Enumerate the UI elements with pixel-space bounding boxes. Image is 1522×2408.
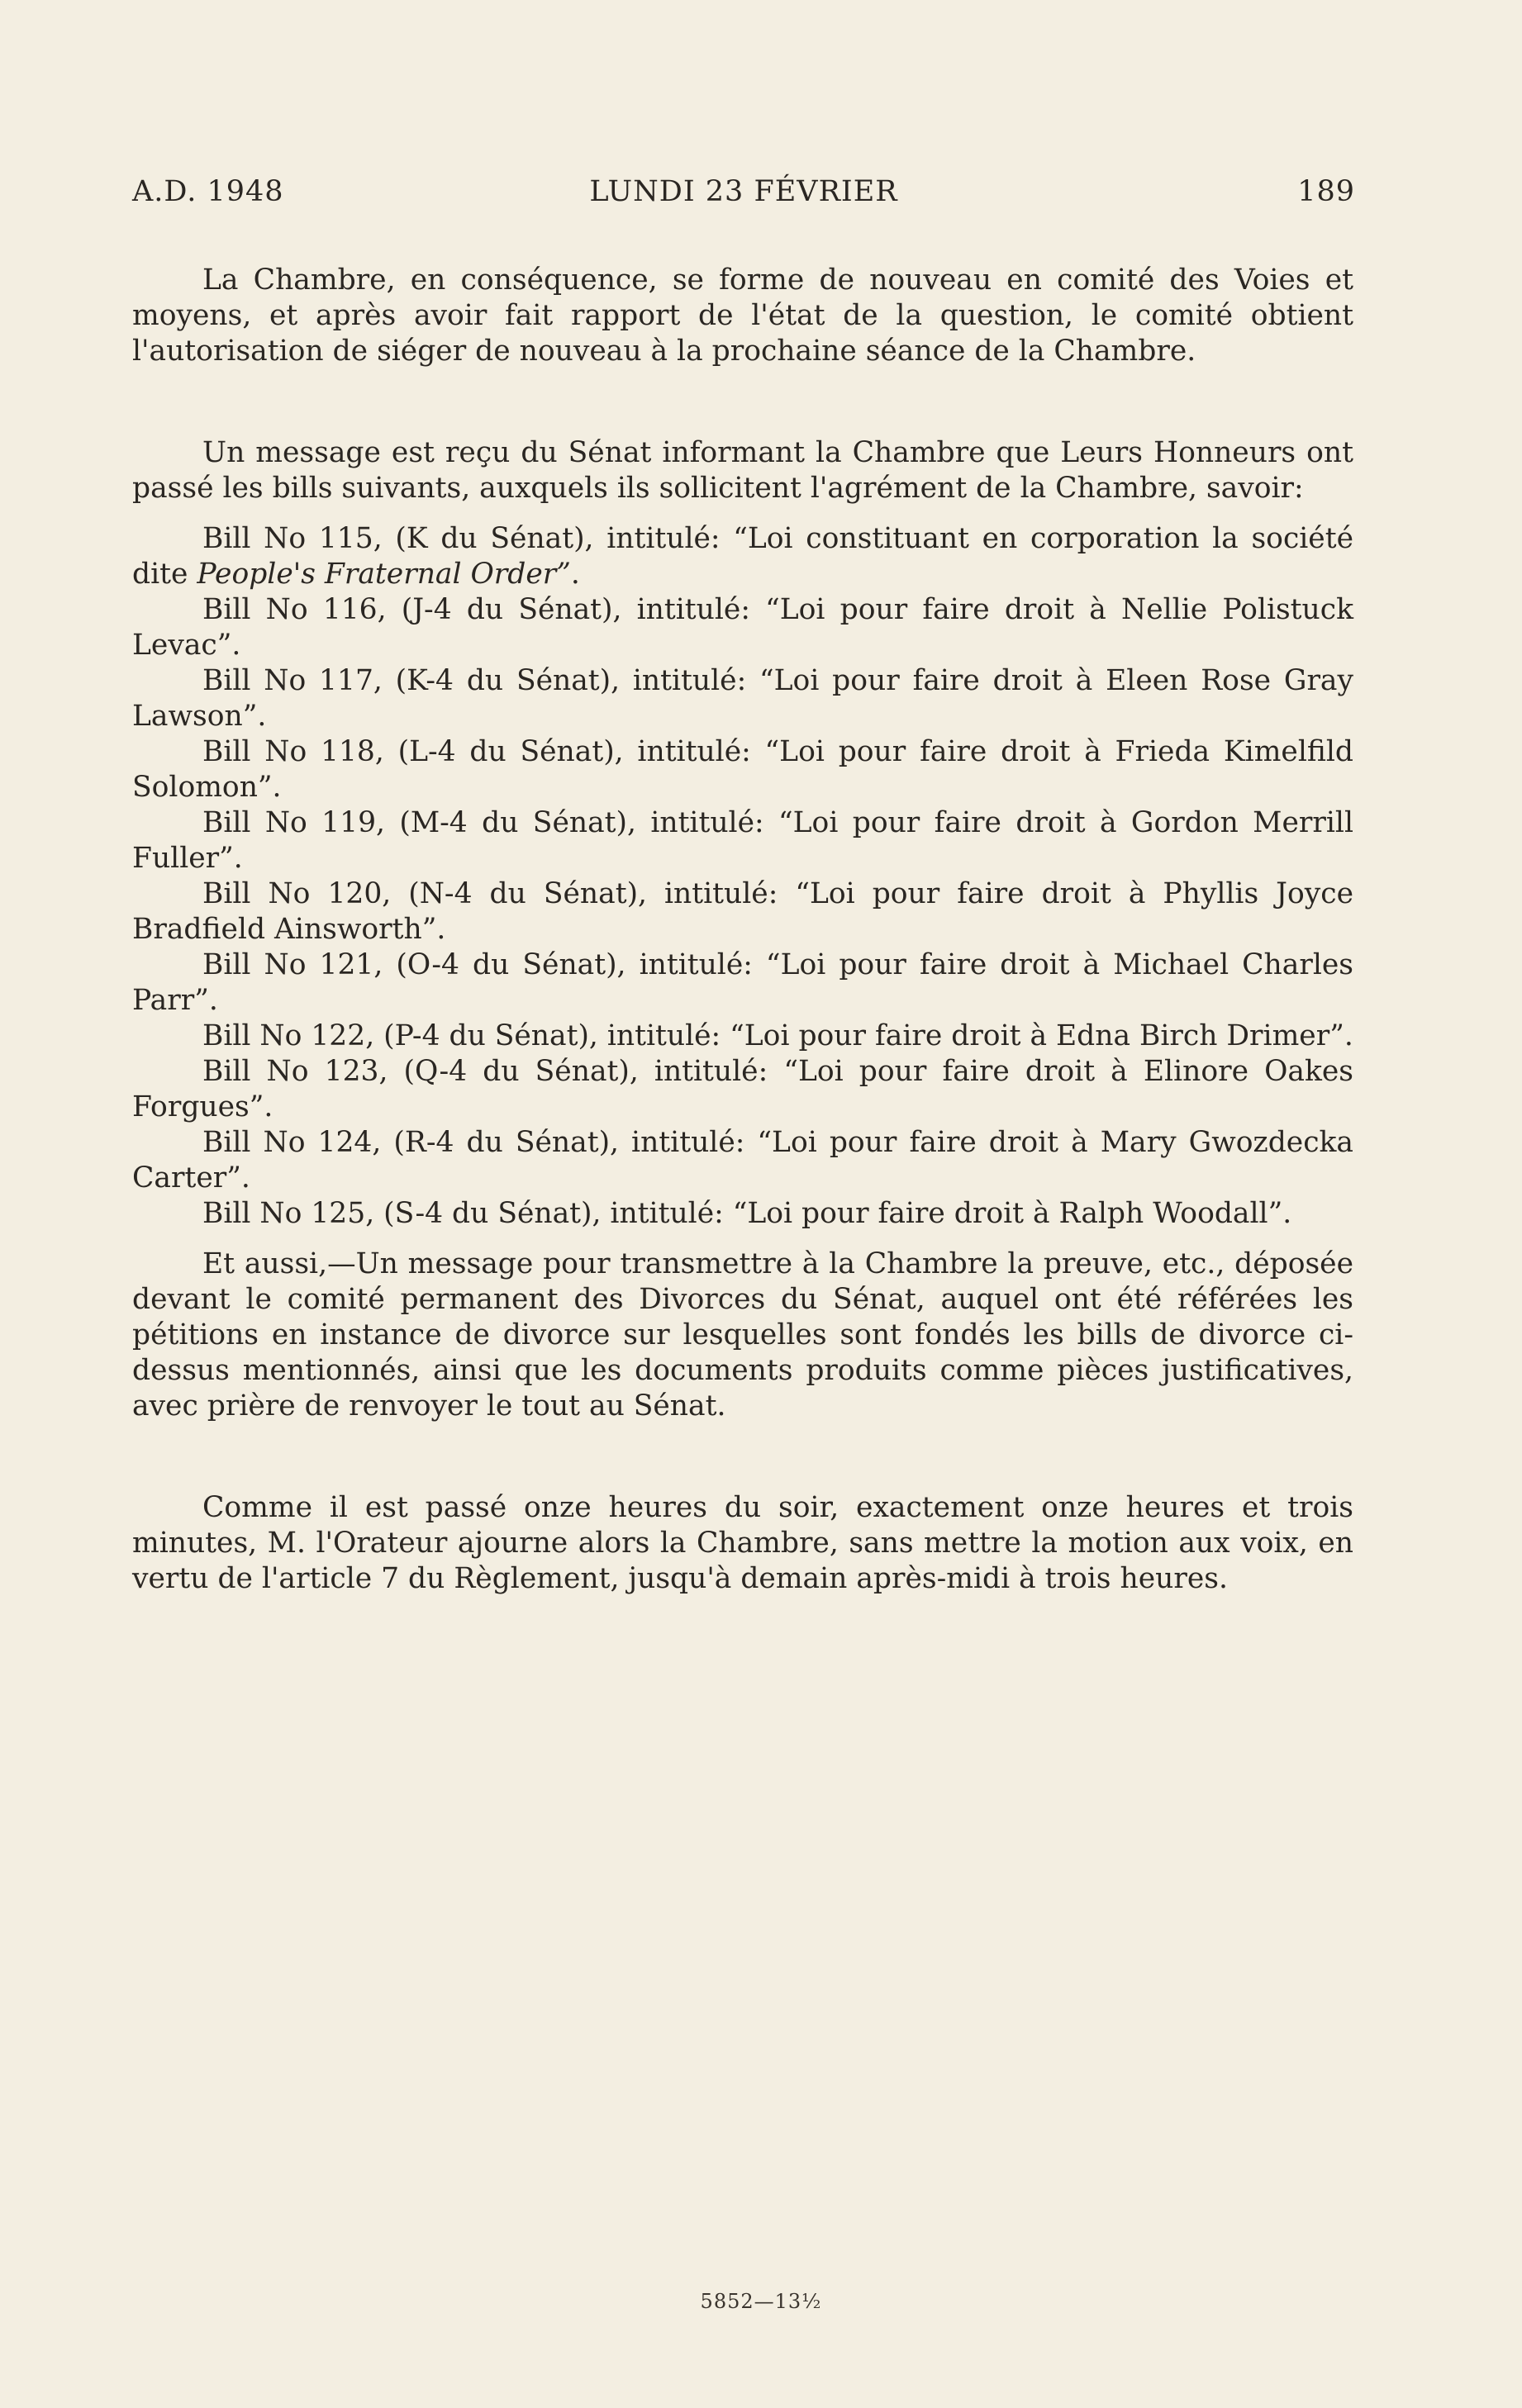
bill-text-prefix: Bill No 115, (K du Sénat), intitulé: “Loi constituant en corporation la société dite	[132, 522, 1353, 591]
header-page-number: 189	[1297, 175, 1355, 208]
bill-item: Bill No 118, (L-4 du Sénat), intitulé: “Loi pour faire droit à Frieda Kimelfild Solomon”.	[132, 735, 1353, 804]
bill-item: Bill No 120, (N-4 du Sénat), intitulé: “Loi pour faire droit à Phyllis Joyce Bradfield Ainsworth”.	[132, 877, 1353, 946]
bill-item: Bill No 119, (M-4 du Sénat), intitulé: “Loi pour faire droit à Gordon Merrill Fuller”.	[132, 806, 1353, 875]
bill-item: Bill No 123, (Q-4 du Sénat), intitulé: “Loi pour faire droit à Elinore Oakes Forgues”.	[132, 1055, 1353, 1123]
bill-item: Bill No 125, (S-4 du Sénat), intitulé: “Loi pour faire droit à Ralph Woodall”.	[202, 1197, 1292, 1230]
paragraph-adjourn: Comme il est passé onze heures du soir, exactement onze heures et trois minutes, M. l'Orateur ajourne alors la Chambre, sans mettre la motion aux voix, en vertu de l'article 7 du Règlement, jusqu'à demain après-midi à trois heures.	[132, 1491, 1353, 1595]
header-date: LUNDI 23 FÉVRIER	[589, 175, 898, 208]
paragraph-committee: La Chambre, en conséquence, se forme de nouveau en comité des Voies et moyens, et après avoir fait rapport de l'état de la question, le comité obtient l'autorisation de siéger de nouveau à la prochaine séance de la Chambre.	[132, 264, 1353, 368]
bill-item: Bill No 124, (R-4 du Sénat), intitulé: “Loi pour faire droit à Mary Gwozdecka Carter”.	[132, 1126, 1353, 1195]
bill-title-italic: People's Fraternal Order”	[197, 558, 571, 591]
bill-item	[132, 521, 1353, 592]
bill-item: Bill No 117, (K-4 du Sénat), intitulé: “Loi pour faire droit à Eleen Rose Gray Lawson”.	[132, 664, 1353, 733]
header-year: A.D. 1948	[132, 175, 284, 208]
page-header	[132, 175, 1355, 216]
bill-item: Bill No 122, (P-4 du Sénat), intitulé: “Loi pour faire droit à Edna Birch Drimer”.	[202, 1019, 1353, 1052]
page-body	[132, 263, 1353, 1597]
printer-mark: 5852—13½	[700, 2290, 822, 2313]
bills-list	[132, 521, 1353, 1232]
bill-item: Bill No 121, (O-4 du Sénat), intitulé: “Loi pour faire droit à Michael Charles Parr”.	[132, 948, 1353, 1017]
paragraph-also: Et aussi,—Un message pour transmettre à la Chambre la preuve, etc., déposée devant le comité permanent des Divorces du Sénat, auquel ont été référées les pétitions en instance de divorce sur lesquelles sont fondés les bills de divorce ci-dessus mentionnés, ainsi que les documents produits comme pièces justificatives, avec prière de renvoyer le tout au Sénat.	[132, 1247, 1353, 1422]
bill-text-suffix: .	[570, 558, 580, 591]
bill-item: Bill No 116, (J-4 du Sénat), intitulé: “Loi pour faire droit à Nellie Polistuck Levac”.	[132, 593, 1353, 662]
paragraph-senate-message: Un message est reçu du Sénat informant la Chambre que Leurs Honneurs ont passé les bills suivants, auxquels ils sollicitent l'agrément de la Chambre, savoir:	[132, 436, 1353, 505]
